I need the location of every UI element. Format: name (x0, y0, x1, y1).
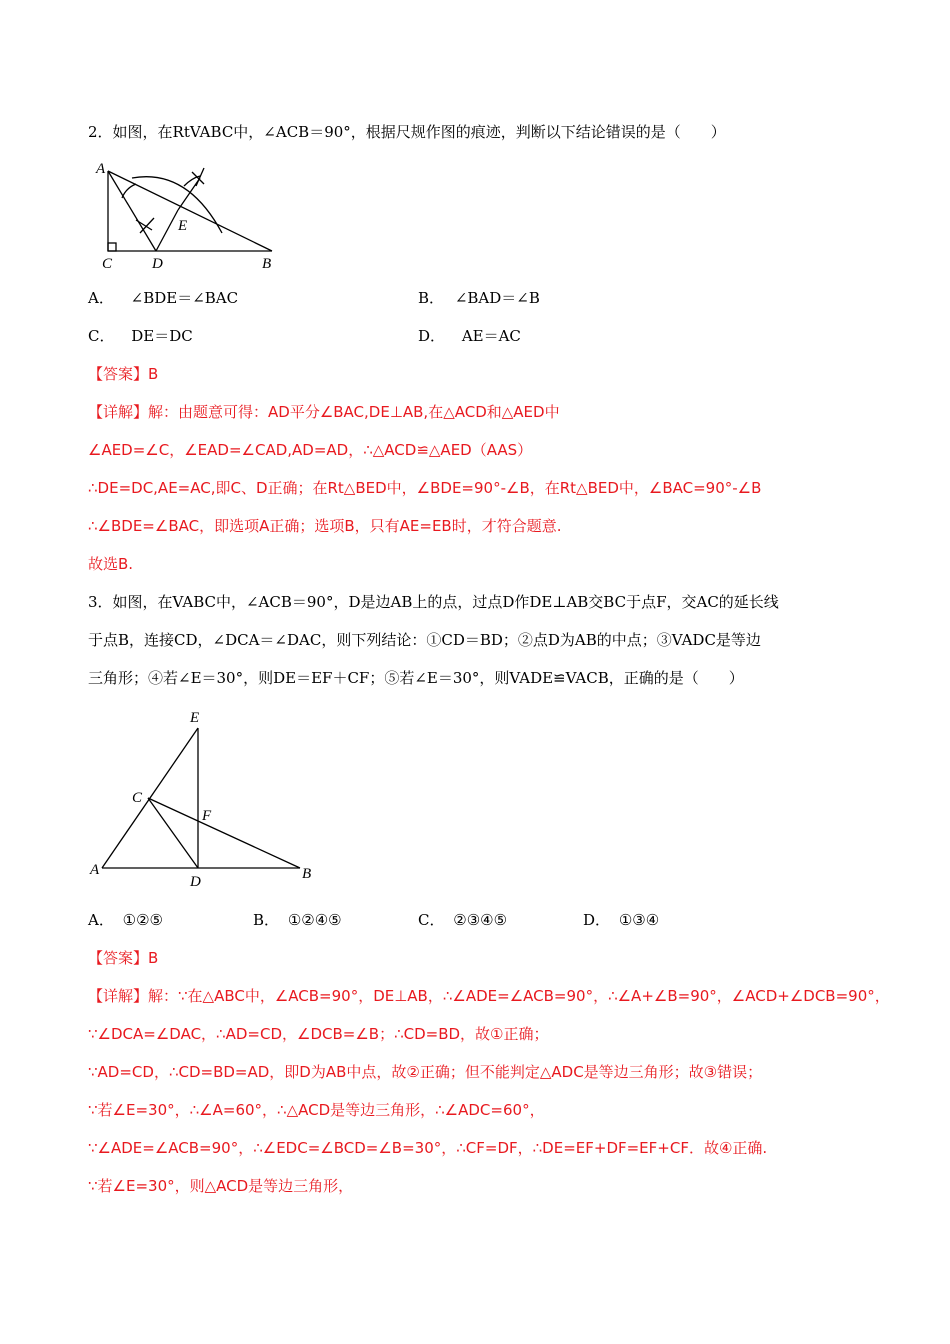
q2-option-a (88, 288, 238, 308)
q2-option-b-letter: B． (418, 289, 445, 307)
q3-option-d-letter: D． (583, 911, 611, 929)
q2-label-B: B (262, 256, 272, 272)
q3-detail-line-6: ∵若∠E=30°，则△ACD是等边三角形， (88, 1177, 354, 1195)
q3-stem-line-1: 3．如图，在VABC中，∠ACB＝90°，D是边AB上的点，过点D作DE⊥AB交BC于点F，交AC的延长线 (88, 593, 779, 611)
q3-figure (88, 706, 328, 896)
q2-answer: 【答案】B (88, 365, 159, 383)
q2-option-c (88, 326, 193, 346)
q3-label-A: A (90, 862, 100, 878)
q2-option-c-text: DE＝DC (131, 327, 193, 345)
q2-option-a-text: ∠BDE＝∠BAC (130, 289, 239, 307)
q2-option-d-text: AE＝AC (461, 327, 521, 345)
q3-answer: 【答案】B (88, 949, 159, 967)
q2-figure (92, 158, 292, 276)
q3-detail-line-4: ∵若∠E=30°，∴∠A=60°，∴△ACD是等边三角形，∴∠ADC=60°， (88, 1101, 545, 1119)
q2-stem: 2．如图，在RtVABC中，∠ACB＝90°，根据尺规作图的痕迹，判断以下结论错误的是（ ） (88, 123, 726, 141)
q3-label-E: E (190, 710, 200, 726)
q3-option-c-text: ②③④⑤ (453, 911, 508, 929)
q2-label-C: C (102, 256, 113, 272)
q2-option-b (418, 288, 540, 308)
q3-option-d-text: ①③④ (618, 911, 660, 929)
q3-option-b (253, 910, 342, 930)
q2-detail-line-3: ∴DE=DC,AE=AC,即C、D正确；在Rt△BED中，∠BDE=90°-∠B，在Rt△BED中，∠BAC=90°-∠B (88, 479, 762, 497)
q2-label-D: D (152, 256, 163, 272)
q3-option-b-text: ①②④⑤ (287, 911, 342, 929)
q3-label-F: F (202, 808, 212, 824)
q3-option-c (418, 910, 507, 930)
q3-detail-line-2: ∵∠DCA=∠DAC，∴AD=CD，∠DCB=∠B；∴CD=BD，故①正确； (88, 1025, 549, 1043)
q3-label-C: C (132, 790, 143, 806)
q3-label-B: B (302, 866, 312, 882)
q2-detail-line-2: ∠AED=∠C，∠EAD=∠CAD,AD=AD，∴△ACD≌△AED（AAS） (88, 441, 533, 459)
q2-detail-line-1: 【详解】解：由题意可得：AD平分∠BAC,DE⊥AB,在△ACD和△AED中 (88, 403, 560, 421)
q3-option-a-text: ①②⑤ (122, 911, 163, 929)
q2-option-a-letter: A． (88, 289, 114, 307)
q3-option-d (583, 910, 659, 930)
q2-detail-line-4: ∴∠BDE=∠BAC，即选项A正确；选项B，只有AE=EB时，才符合题意. (88, 517, 562, 535)
q3-option-a-letter: A． (88, 911, 114, 929)
q2-option-d-letter: D． (418, 327, 446, 345)
q3-stem-line-3: 三角形；④若∠E＝30°，则DE＝EF＋CF；⑤若∠E＝30°，则VADE≌VACB，正确的是（ ） (88, 669, 744, 687)
q3-option-b-letter: B． (253, 911, 280, 929)
q2-detail-line-5: 故选B. (88, 555, 134, 573)
q2-option-b-text: ∠BAD＝∠B (454, 289, 540, 307)
q3-label-D: D (190, 874, 201, 890)
q2-label-A: A (96, 161, 106, 177)
q2-option-d (418, 326, 521, 346)
q3-option-c-letter: C． (418, 911, 445, 929)
q3-detail-line-5: ∵∠ADE=∠ACB=90°，∴∠EDC=∠BCD=∠B=30°，∴CF=DF，∴DE=EF+DF=EF+CF．故④正确. (88, 1139, 768, 1157)
q3-detail-line-1: 【详解】解：∵在△ABC中，∠ACB=90°，DE⊥AB，∴∠ADE=∠ACB=90°，∴∠A+∠B=90°，∠ACD+∠DCB=90°， (88, 987, 890, 1005)
q2-option-c-letter: C． (88, 327, 115, 345)
q2-label-E: E (178, 218, 188, 234)
q3-detail-line-3: ∵AD=CD，∴CD=BD=AD，即D为AB中点，故②正确；但不能判定△ADC是等边三角形；故③错误； (88, 1063, 763, 1081)
q3-option-a (88, 910, 163, 930)
q3-stem-line-2: 于点B，连接CD，∠DCA＝∠DAC，则下列结论：①CD＝BD；②点D为AB的中点；③VADC是等边 (88, 631, 761, 649)
